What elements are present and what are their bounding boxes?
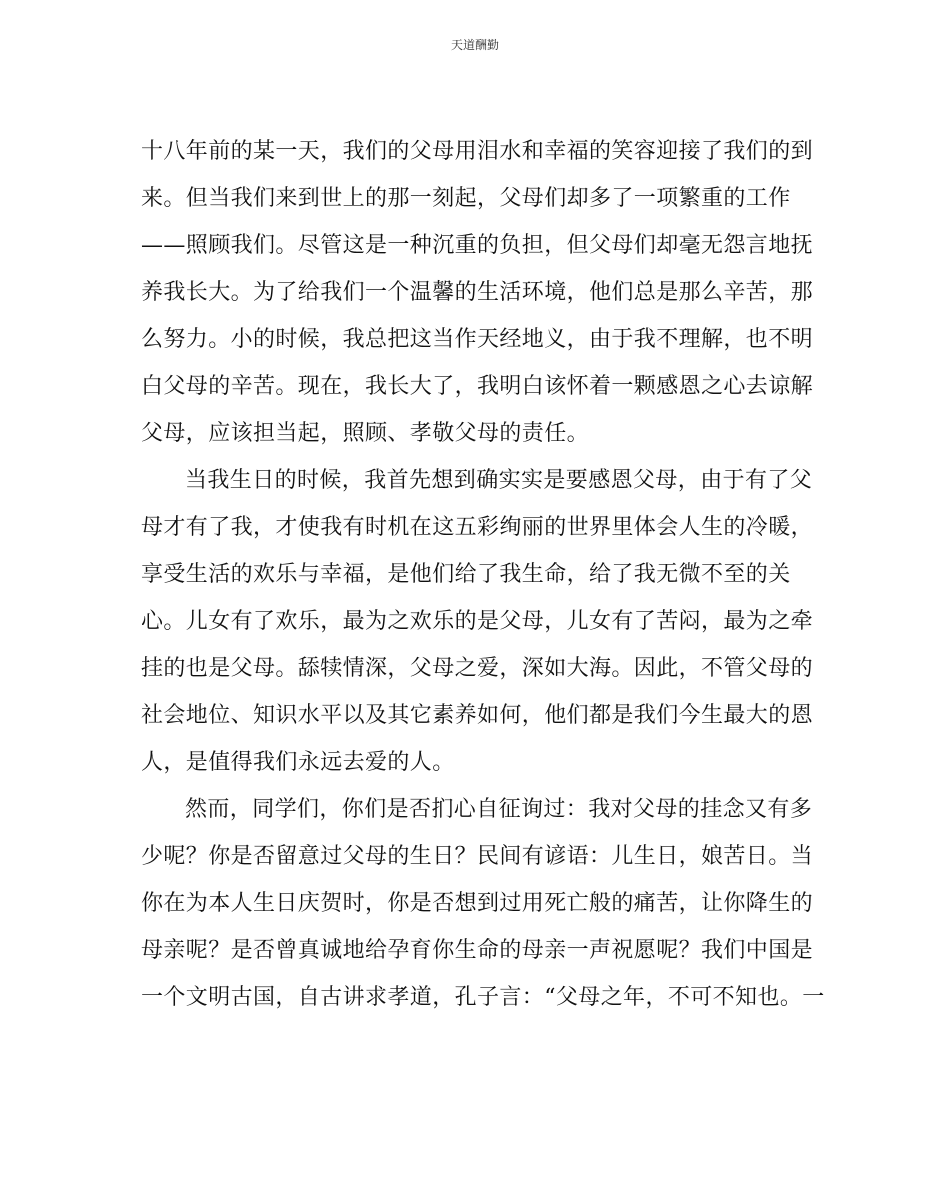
text-line: 一个文明古国，自古讲求孝道，孔子言：“父母之年，不可不知也。一 <box>141 985 825 1010</box>
paragraph-1 <box>141 128 814 457</box>
text-line: 你在为本人生日庆贺时，你是否想到过用死亡般的痛苦，让你降生的 <box>141 891 814 916</box>
text-line: 十八年前的某一天，我们的父母用泪水和幸福的笑容迎接了我们的到 <box>141 139 814 164</box>
text-line: 白父母的辛苦。现在，我长大了，我明白该怀着一颗感恩之心去谅解 <box>141 374 814 399</box>
text-line: 父母，应该担当起，照顾、孝敬父母的责任。 <box>141 421 590 446</box>
paragraph-3 <box>141 786 825 1021</box>
text-line: 母亲呢？是否曾真诚地给孕育你生命的母亲一声祝愿呢？我们中国是 <box>141 938 814 963</box>
text-line: 养我长大。为了给我们一个温馨的生活环境，他们总是那么辛苦，那 <box>141 280 814 305</box>
text-line: 然而，同学们，你们是否扪心自征询过：我对父母的挂念又有多 <box>185 797 813 822</box>
text-line: 么努力。小的时候，我总把这当作天经地义，由于我不理解，也不明 <box>141 327 814 352</box>
text-line: 少呢？你是否留意过父母的生日？民间有谚语：儿生日，娘苦日。当 <box>141 844 814 869</box>
text-line: 挂的也是父母。舔犊情深，父母之爱，深如大海。因此，不管父母的 <box>141 656 814 681</box>
document-body <box>141 128 825 1021</box>
text-line: ——照顾我们。尽管这是一种沉重的负担，但父母们却毫无怨言地抚 <box>141 233 814 258</box>
text-line: 享受生活的欢乐与幸福，是他们给了我生命，给了我无微不至的关 <box>141 562 791 587</box>
text-line: 人，是值得我们永远去爱的人。 <box>141 750 455 775</box>
text-line: 心。儿女有了欢乐，最为之欢乐的是父母，儿女有了苦闷，最为之牵 <box>141 609 814 634</box>
text-line: 社会地位、知识水平以及其它素养如何，他们都是我们今生最大的恩 <box>141 703 814 728</box>
text-line: 母才有了我，才使我有时机在这五彩绚丽的世界里体会人生的冷暖， <box>141 515 814 540</box>
text-line: 来。但当我们来到世上的那一刻起，父母们却多了一项繁重的工作 <box>141 186 791 211</box>
page-header: 天道酬勤 <box>450 38 499 52</box>
text-line: 当我生日的时候，我首先想到确实实是要感恩父母，由于有了父 <box>185 468 813 493</box>
paragraph-2 <box>141 457 814 786</box>
